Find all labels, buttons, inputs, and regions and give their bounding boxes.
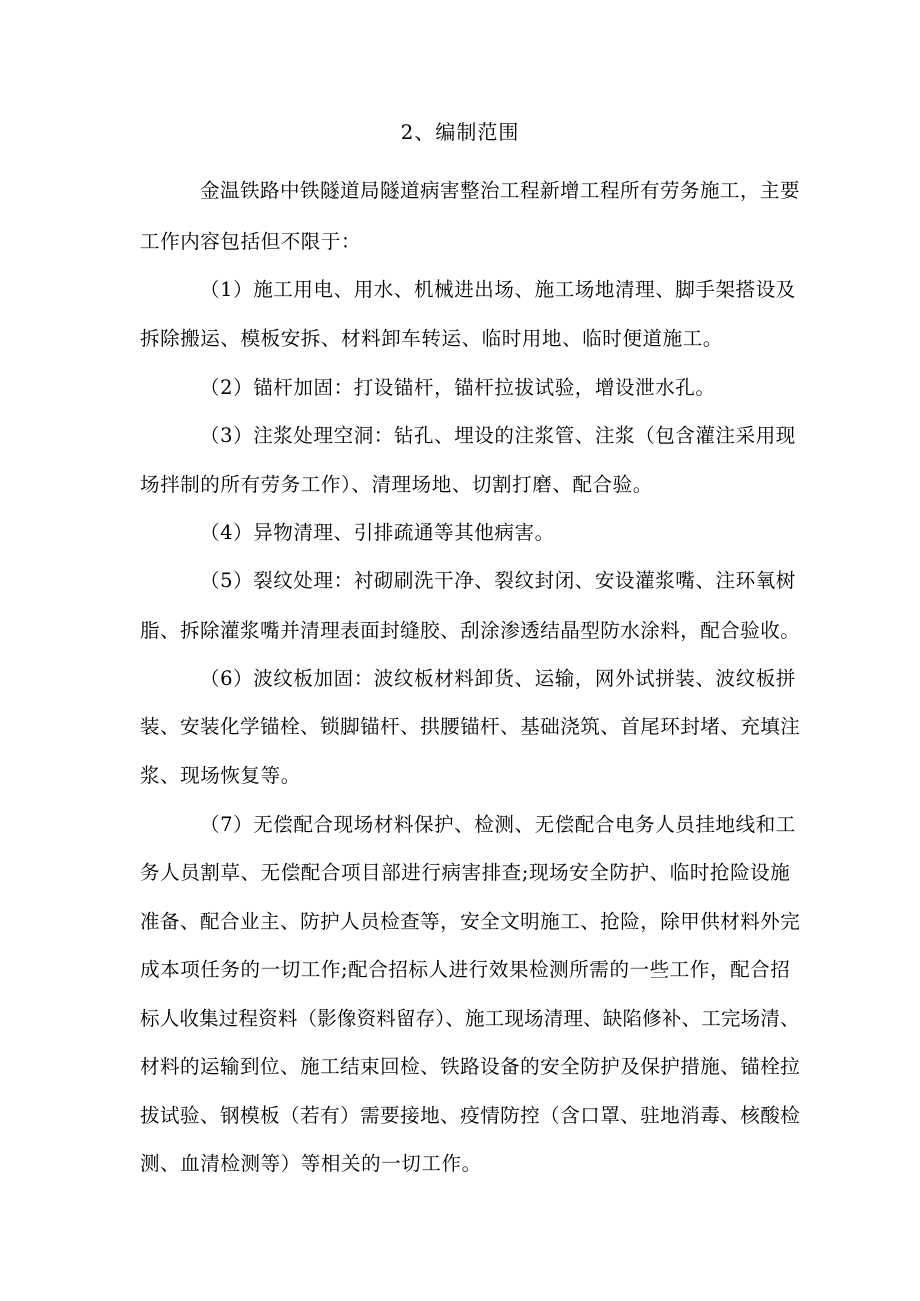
paragraph-line: 务人员割草、无偿配合项目部进行病害排查;现场安全防护、临时抢险设施	[140, 861, 791, 884]
paragraph-line: 金温铁路中铁隧道局隧道病害整治工程新增工程所有劳务施工，主要	[200, 179, 801, 202]
section-title: 2、编制范围	[400, 120, 520, 144]
paragraph-line: 准备、配合业主、防护人员检查等，安全文明施工、抢险，除甲供材料外完	[140, 910, 801, 933]
paragraph-line: 成本项任务的一切工作;配合招标人进行效果检测所需的一些工作，配合招	[140, 958, 791, 981]
paragraph-line: 场拌制的所有劳务工作）、清理场地、切割打磨、配合验。	[140, 473, 653, 496]
paragraph-line: （7）无偿配合现场材料保护、检测、无偿配合电务人员挂地线和工	[200, 813, 796, 836]
paragraph-line: 拆除搬运、模板安拆、材料卸车转运、临时用地、临时便道施工。	[140, 327, 723, 350]
paragraph-line: 标人收集过程资料（影像资料留存）、施工现场清理、缺陷修补、工完场清、	[140, 1007, 800, 1030]
paragraph-line: （2）锚杆加固：打设锚杆，锚杆拉拔试验，增设泄水孔。	[200, 376, 716, 399]
paragraph-line: 浆、现场恢复等。	[140, 764, 301, 787]
paragraph-line: （5）裂纹处理：衬砌刷洗干净、裂纹封闭、安设灌浆嘴、注环氧树	[200, 569, 796, 592]
paragraph-line: 拔试验、钢模板（若有）需要接地、疫情防控（含口罩、驻地消毒、核酸检	[140, 1104, 801, 1127]
paragraph-line: （3）注浆处理空洞：钻孔、埋设的注浆管、注浆（包含灌注采用现	[200, 424, 796, 447]
paragraph-line: 工作内容包括但不限于：	[140, 230, 362, 253]
paragraph-line: 测、血清检测等）等相关的一切工作。	[140, 1152, 482, 1175]
paragraph-line: （6）波纹板加固：波纹板材料卸货、运输，网外试拼装、波纹板拼	[200, 667, 796, 690]
paragraph-line: （4）异物清理、引排疏通等其他病害。	[200, 521, 555, 544]
paragraph-line: 材料的运输到位、施工结束回检、铁路设备的安全防护及保护措施、锚栓拉	[140, 1055, 801, 1078]
paragraph-line: 装、安装化学锚栓、锁脚锚杆、拱腰锚杆、基础浇筑、首尾环封堵、充填注	[140, 715, 801, 738]
paragraph-line: 脂、拆除灌浆嘴并清理表面封缝胶、刮涂渗透结晶型防水涂料，配合验收。	[140, 619, 801, 642]
paragraph-line: （1）施工用电、用水、机械进出场、施工场地清理、脚手架搭设及	[200, 278, 796, 301]
